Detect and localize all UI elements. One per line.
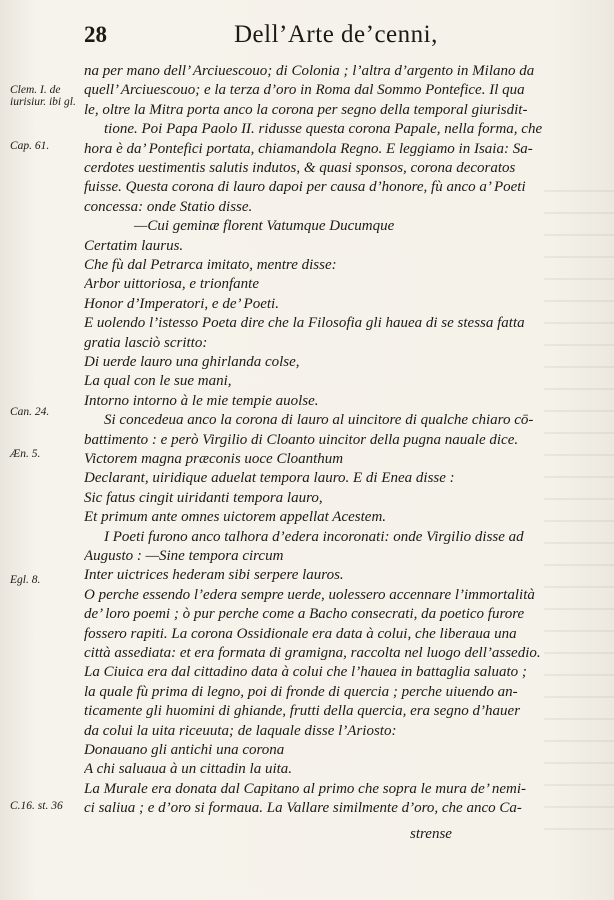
margin-note: Egl. 8. — [10, 574, 41, 586]
text-line: E uolendo l’istesso Poeta dire che la Filosofia gli hauea di se stessa fatta — [84, 315, 525, 332]
running-title: Dell’Arte de’cenni, — [234, 21, 438, 48]
text-line: gratia lasciò scritto: — [84, 334, 208, 351]
text-line: Donauano gli antichi una corona — [84, 742, 285, 758]
text-line: I Poeti furono anco talhora d’edera incoronati: onde Virgilio disse ad — [104, 528, 524, 545]
text-line: Declarant, uiridique aduelat tempora lauro. E di Enea disse : — [84, 470, 455, 487]
text-line: concessa: onde Statio disse. — [84, 198, 253, 215]
text-line: La Murale era donata dal Capitano al primo che sopra le mura de’ nemi- — [84, 780, 527, 797]
main-text — [84, 50, 574, 850]
text-line: cerdotes uestimentis salutis indutos, & quasi sponsos, corona decoratos — [84, 160, 516, 176]
catchword: strense — [410, 826, 452, 842]
text-line: quell’ Arciuescouo; e la terza d’oro in Roma dal Sommo Pontefice. Il qua — [84, 82, 525, 99]
text-line: A chi saluaua à un cittadin la uita. — [84, 761, 293, 778]
text-line: la quale fù prima di legno, poi di fronde di quercia ; perche uiuendo an- — [84, 683, 518, 700]
page-header — [84, 18, 574, 52]
text-line: battimento : e però Virgilio di Cloanto uincitor della pugna nauale dice. — [84, 431, 519, 448]
text-line: na per mano dell’ Arciuescouo; di Colonia ; l’altra d’argento in Milano da — [84, 63, 535, 79]
text-line: de’ loro poemi ; ò pur perche come a Bacho consecrati, da poetico furore — [84, 606, 525, 623]
text-line: fossero rapiti. La corona Ossidionale era data à colui, che liberaua una — [84, 625, 517, 642]
text-line: Certatim laurus. — [84, 237, 184, 254]
text-line: Di uerde lauro una ghirlanda colse, — [84, 354, 300, 370]
text-line: Arbor uittoriosa, e trionfante — [84, 276, 260, 293]
text-line: Si concedeua anco la corona di lauro al uincitore di qualche chiaro cō- — [104, 412, 534, 429]
text-line: da colui la uita riceuuta; de laquale disse l’Ariosto: — [84, 722, 397, 739]
text-line: tione. Poi Papa Paolo II. ridusse questa corona Papale, nella forma, che — [104, 121, 543, 138]
text-line: —Cui geminæ florent Vatumque Ducumque — [134, 218, 395, 235]
margin-note: Clem. I. de iurisiur. ibi gl. — [10, 84, 76, 108]
margin-note: Æn. 5. — [10, 448, 41, 460]
text-line: Sic fatus cingit uiridanti tempora lauro, — [84, 489, 323, 506]
text-line: le, oltre la Mitra porta anco la corona per segno della temporal giurisdit- — [84, 101, 528, 118]
margin-note: C.16. st. 36 — [10, 800, 63, 812]
text-line: Inter uictrices hederam sibi serpere lauros. — [84, 567, 344, 584]
margin-note: Cap. 61. — [10, 140, 50, 152]
text-line: Augusto : —Sine tempora circum — [84, 548, 284, 564]
text-line: Victorem magna præconis uoce Cloanthum — [84, 451, 344, 467]
text-line: Honor d’Imperatori, e de’ Poeti. — [84, 295, 279, 312]
text-line: Intorno intorno à le mie tempie auolse. — [84, 392, 319, 409]
text-line: ticamente gli huomini di ghiande, frutti della quercia, era segno d’hauer — [84, 703, 521, 720]
text-line: ci saliua ; e d’oro si formaua. La Vallare similmente d’oro, che anco Ca- — [84, 800, 522, 817]
text-line: Et primum ante omnes uictorem appellat Acestem. — [84, 509, 387, 526]
margin-note: Can. 24. — [10, 406, 50, 418]
margin-notes — [10, 84, 82, 864]
page-number: 28 — [84, 22, 107, 47]
text-line: fuisse. Questa corona di lauro dapoi per causa d’honore, fù anco a’ Poeti — [84, 179, 526, 196]
text-line: La qual con le sue mani, — [84, 373, 232, 390]
text-line: Che fù dal Petrarca imitato, mentre disse: — [84, 257, 337, 273]
text-line: O perche essendo l’edera sempre uerde, uolessero accennare l’immortalità — [84, 586, 535, 603]
text-line: città assediata: et era formata di gramigna, raccolta nel luogo dell’assedio. — [84, 645, 541, 661]
text-line: hora è da’ Pontefici portata, chiamandola Regno. E leggiamo in Isaia: Sa- — [84, 140, 533, 157]
text-line: La Ciuica era dal cittadino data à colui che l’hauea in battaglia saluato ; — [84, 664, 527, 681]
